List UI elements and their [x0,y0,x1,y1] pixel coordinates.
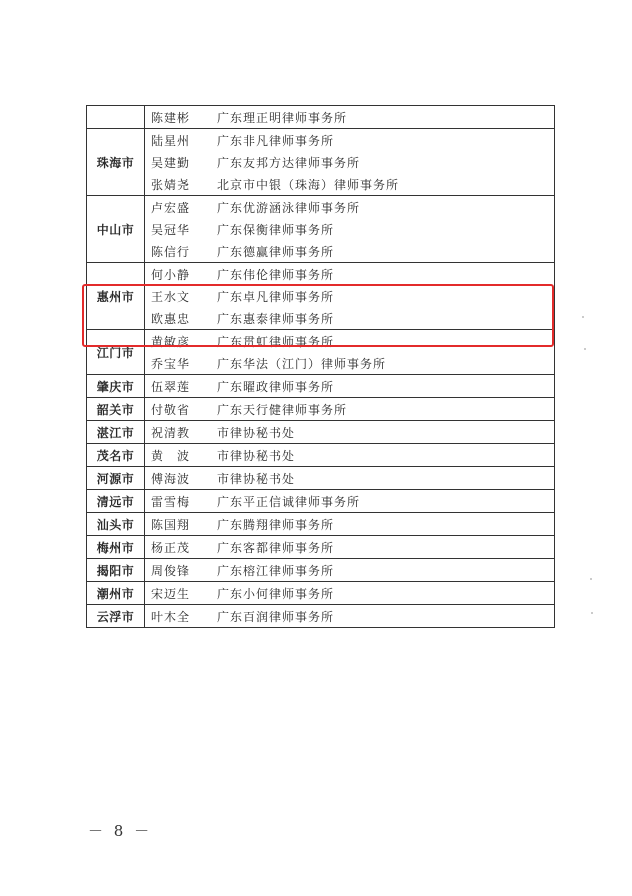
city-cell: 梅州市 [87,536,145,559]
law-firm-name: 广东小何律师事务所 [217,586,335,601]
law-firm-name: 广东理正明律师事务所 [217,110,348,125]
city-cell: 清远市 [87,490,145,513]
lawyer-entry [145,375,554,397]
scan-speck [590,578,592,580]
entries-cell [145,490,555,513]
law-firm-name: 广东华法（江门）律师事务所 [217,356,387,371]
lawyer-name: 傅海波 [151,471,191,486]
city-cell: 揭阳市 [87,559,145,582]
city-cell: 云浮市 [87,605,145,628]
lawyer-name: 何小静 [151,267,191,282]
lawyer-entry [145,352,554,374]
lawyer-name: 陈信行 [151,244,191,259]
city-cell: 湛江市 [87,421,145,444]
table-row [87,582,555,605]
entries-cell [145,582,555,605]
city-cell: 江门市 [87,330,145,375]
lawyer-entry [145,398,554,420]
city-cell: 中山市 [87,196,145,263]
lawyer-entry [145,582,554,604]
lawyer-entry [145,467,554,489]
table-row [87,559,555,582]
lawyer-entry [145,173,554,195]
lawyer-name: 杨正茂 [151,540,191,555]
lawyer-name: 祝清教 [151,425,191,440]
lawyer-name: 雷雪梅 [151,494,191,509]
lawyer-entry [145,240,554,262]
lawyer-name: 欧惠忠 [151,311,191,326]
entries-cell [145,605,555,628]
table-row [87,196,555,263]
table-row [87,536,555,559]
entries-cell [145,559,555,582]
law-firm-name: 广东保衡律师事务所 [217,222,335,237]
entries-cell [145,375,555,398]
lawyer-name: 王水文 [151,289,191,304]
lawyer-name: 卢宏盛 [151,200,191,215]
law-firm-name: 广东平正信诚律师事务所 [217,494,361,509]
table-row [87,444,555,467]
law-firm-name: 广东卓凡律师事务所 [217,289,335,304]
lawyer-name: 黄 波 [151,448,191,463]
law-firm-name: 广东惠泰律师事务所 [217,311,335,326]
lawyer-name: 陆星州 [151,133,191,148]
lawyer-name: 宋迈生 [151,586,191,601]
law-firm-name: 广东友邦方达律师事务所 [217,155,361,170]
table-row [87,467,555,490]
law-firm-name: 广东非凡律师事务所 [217,133,335,148]
law-firm-name: 广东优游涵泳律师事务所 [217,200,361,215]
lawyer-entry [145,151,554,173]
table-row [87,490,555,513]
lawyer-entry [145,421,554,443]
lawyer-name: 付敬省 [151,402,191,417]
law-firm-name: 广东天行健律师事务所 [217,402,348,417]
lawyer-roster-table [86,105,555,628]
city-cell: 河源市 [87,467,145,490]
scan-speck [591,612,593,614]
lawyer-entry [145,129,554,151]
entries-cell [145,106,555,129]
law-firm-name: 市律协秘书处 [217,425,296,440]
law-firm-name: 市律协秘书处 [217,448,296,463]
lawyer-entry [145,444,554,466]
table-row [87,398,555,421]
table-row [87,106,555,129]
city-cell: 韶关市 [87,398,145,421]
entries-cell [145,330,555,375]
lawyer-name: 叶木全 [151,609,191,624]
roster-body [87,106,555,628]
city-cell: 肇庆市 [87,375,145,398]
entries-cell [145,536,555,559]
entries-cell [145,467,555,490]
table-row [87,605,555,628]
law-firm-name: 广东德赢律师事务所 [217,244,335,259]
lawyer-entry [145,307,554,329]
scan-speck [584,348,586,350]
lawyer-name: 陈国翔 [151,517,191,532]
table-row [87,129,555,196]
table-row [87,263,555,330]
law-firm-name: 北京市中银（珠海）律师事务所 [217,177,400,192]
law-firm-name: 广东客都律师事务所 [217,540,335,555]
entries-cell [145,398,555,421]
lawyer-name: 陈建彬 [151,110,191,125]
city-cell: 珠海市 [87,129,145,196]
entries-cell [145,421,555,444]
law-firm-name: 广东百润律师事务所 [217,609,335,624]
lawyer-entry [145,605,554,627]
city-cell [87,106,145,129]
lawyer-entry [145,218,554,240]
table-row [87,375,555,398]
law-firm-name: 市律协秘书处 [217,471,296,486]
entries-cell [145,129,555,196]
lawyer-entry [145,263,554,285]
lawyer-name: 吴建勤 [151,155,191,170]
lawyer-entry [145,106,554,128]
entries-cell [145,513,555,536]
city-cell: 茂名市 [87,444,145,467]
page-number: － 8 － [88,822,153,840]
law-firm-name: 广东榕江律师事务所 [217,563,335,578]
lawyer-name: 张婧尧 [151,177,191,192]
city-cell: 惠州市 [87,263,145,330]
city-cell: 汕头市 [87,513,145,536]
lawyer-entry [145,559,554,581]
lawyer-name: 乔宝华 [151,356,191,371]
entries-cell [145,263,555,330]
table-row [87,330,555,375]
lawyer-name: 周俊锋 [151,563,191,578]
table-row [87,513,555,536]
law-firm-name: 广东腾翔律师事务所 [217,517,335,532]
lawyer-name: 伍翠莲 [151,379,191,394]
lawyer-entry [145,490,554,512]
city-cell: 潮州市 [87,582,145,605]
law-firm-name: 广东贯虹律师事务所 [217,334,335,349]
entries-cell [145,196,555,263]
lawyer-name: 吴冠华 [151,222,191,237]
lawyer-entry [145,196,554,218]
lawyer-name: 黄敏彦 [151,334,191,349]
entries-cell [145,444,555,467]
scan-speck [582,316,584,318]
law-firm-name: 广东伟伦律师事务所 [217,267,335,282]
lawyer-entry [145,536,554,558]
lawyer-entry [145,330,554,352]
table-row [87,421,555,444]
lawyer-entry [145,285,554,307]
law-firm-name: 广东曜政律师事务所 [217,379,335,394]
lawyer-entry [145,513,554,535]
